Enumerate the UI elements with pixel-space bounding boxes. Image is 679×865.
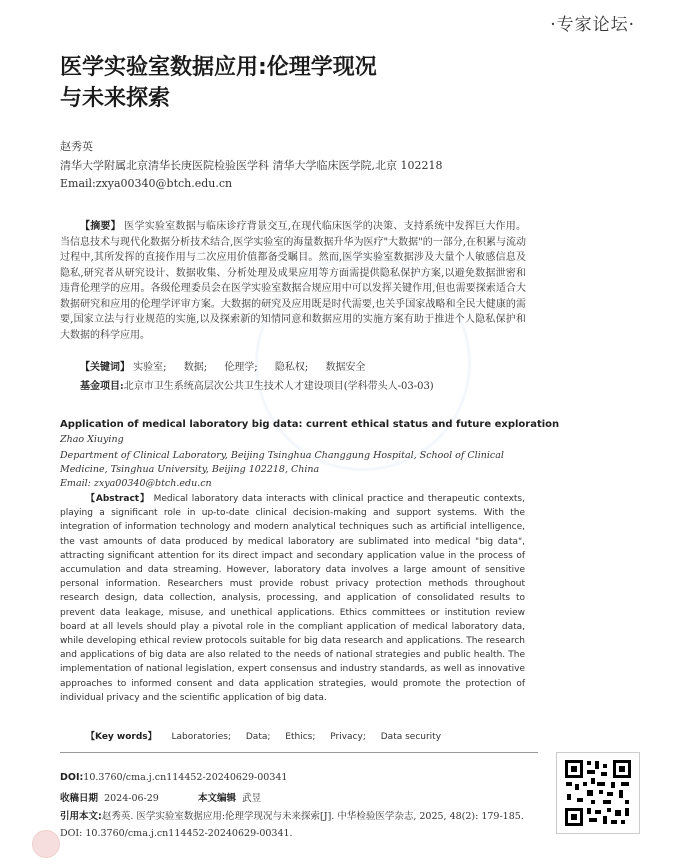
- chinese-keywords: [80, 358, 379, 373]
- citation-text: 赵秀英. 医学实验室数据应用:伦理学现况与未来探索[J]. 中华检验医学杂志, 2025, 48(2): 179-185. DOI: 10.3760/cma.j.cn114452-20240629-00341.: [60, 811, 524, 839]
- title-line-2: 与未来探索: [60, 86, 171, 111]
- qr-code-graphic: [563, 758, 633, 828]
- keyword: 数据安全: [325, 362, 366, 373]
- keyword: Privacy;: [330, 732, 366, 742]
- author-email: Email:zxya00340@btch.edu.cn: [60, 177, 233, 190]
- english-abstract-label: 【Abstract】: [86, 494, 150, 504]
- chinese-abstract-label: 【摘要】: [80, 221, 121, 232]
- editor-label: 本文编辑: [198, 793, 237, 804]
- keyword: 隐私权;: [274, 362, 309, 373]
- received-date: [60, 790, 159, 804]
- doi-label: DOI:: [60, 772, 84, 783]
- editor-line: [198, 790, 261, 804]
- english-abstract-text: Medical laboratory data interacts with clinical practice and therapeutic contexts, playing a significant role in up-to-date clinical decision-making and support systems. With the integration of information technology and modern analytical techniques such as artificial intelligence, the vast amounts of data produced by medical laboratory are sublimated into medical "big data", attracting significant attention for its direct impact and secondary application value in the process of accumulation and data streaming. However, laboratory data involves a large amount of sensitive personal information. Researchers must provide robust privacy protection methods throughout research design, data collection, analysis, processing, and application of consolidated results to prevent data leakage, misuse, and unethical applications. Ethics committees or institution review board at all levels should play a pivotal role in the compliant application of medical laboratory data, while developing ethical review protocols suitable for big data research and applications. The research and applications of big data are also related to the needs of national strategies and public health. The implementation of national legislation, expert consensus and industry standards, as well as innovative approaches to informed consent and data application strategies, would promote the protection of individual privacy and the scientific application of big data.: [60, 494, 525, 703]
- keyword: Data;: [245, 732, 271, 742]
- qr-code-icon: [556, 752, 640, 834]
- author-list: 赵秀英: [60, 140, 93, 153]
- english-title: Application of medical laboratory big data: current ethical status and future exploration: [60, 419, 560, 430]
- english-affiliation: Department of Clinical Laboratory, Beijing Tsinghua Changgung Hospital, School of Clinical Medicine, Tsinghua University, Beijing 102218, China: [60, 450, 504, 475]
- keyword: 数据;: [183, 362, 208, 373]
- fund-text: 北京市卫生系统高层次公共卫生技术人才建设项目(学科带头人-03-03): [123, 381, 434, 392]
- doi-line: [60, 772, 287, 783]
- doi-link[interactable]: 10.3760/cma.j.cn114452-20240629-00341: [83, 772, 288, 783]
- english-email: Email: zxya00340@btch.edu.cn: [60, 478, 212, 489]
- keyword: Laboratories;: [171, 732, 231, 742]
- received-label: 收稿日期: [60, 793, 99, 804]
- english-author: Zhao Xiuying: [60, 434, 124, 445]
- keyword: 实验室;: [133, 362, 167, 373]
- chinese-abstract-text: 医学实验室数据与临床诊疗背景交互,在现代临床医学的决策、支持系统中发挥巨大作用。当信息技术与现代化数据分析技术结合,医学实验室的海量数据升华为医疗"大数据"的一部分,在积累与流动过程中,其所发挥的直接作用与二次应用价值都备受瞩目。然而,医学实验室数据涉及大量个人敏感信息及隐私,研究者从研究设计、数据收集、分析处理及成果应用等方面需提供隐私保护方案,以避免数据泄密和违背伦理学的应用。各级伦理委员会在医学实验室数据合规应用中可以发挥关键作用,但也需要探索适合大数据研究和应用的伦理学评审方案。大数据的研究及应用既是时代需要,也关乎国家战略和全民大健康的需要,国家立法与行业规范的实施,以及探索新的知情同意和数据应用的实施方案有助于推进个人隐私保护和大数据的科学应用。: [60, 221, 526, 341]
- english-keywords-label: 【Key words】: [86, 732, 157, 742]
- keyword: Data security: [380, 732, 442, 742]
- article-title: [60, 52, 377, 114]
- title-line-1: 医学实验室数据应用:伦理学现况: [60, 55, 377, 80]
- footer-divider: [60, 752, 538, 753]
- author-affiliation: 清华大学附属北京清华长庚医院检验医学科 清华大学临床医学院,北京 102218: [60, 159, 443, 172]
- citation: [60, 808, 538, 842]
- english-abstract: [60, 492, 525, 705]
- english-keywords: [86, 729, 453, 742]
- chinese-abstract: [60, 219, 526, 343]
- section-tag: ·专家论坛·: [550, 15, 635, 35]
- keyword: 伦理学;: [224, 362, 258, 373]
- keyword: Ethics;: [285, 732, 316, 742]
- received-value: 2024-06-29: [104, 793, 159, 804]
- fund-info: [80, 377, 434, 392]
- publisher-logo: [32, 830, 60, 858]
- chinese-keywords-label: 【关键词】: [80, 362, 130, 373]
- fund-label: 基金项目:: [80, 381, 124, 392]
- editor-value: 武昱: [242, 793, 262, 804]
- citation-label: 引用本文:: [60, 811, 102, 822]
